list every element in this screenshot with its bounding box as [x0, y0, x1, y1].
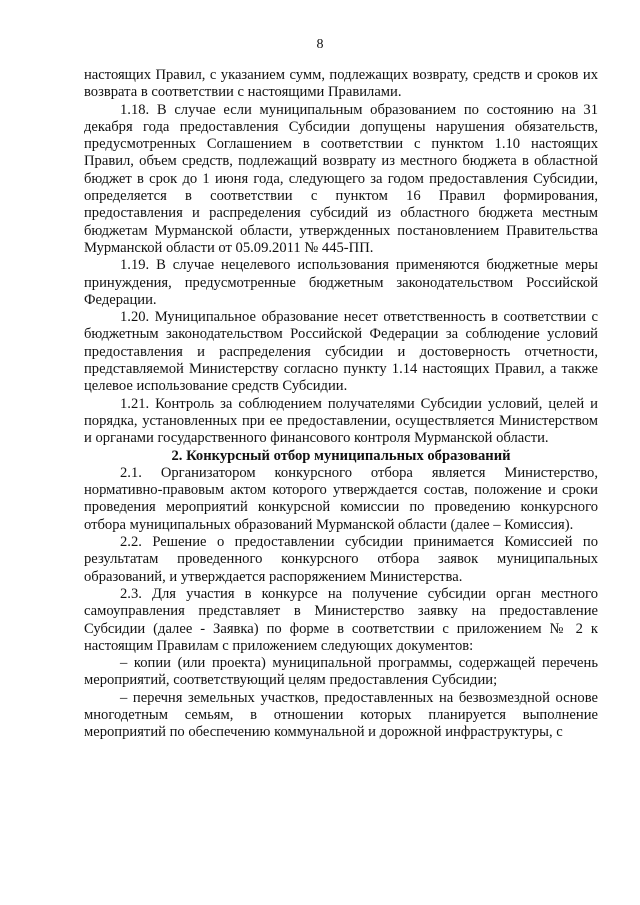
paragraph-2-1: 2.1. Организатором конкурсного отбора является Министерство, нормативно-правовым актом которого утверждается состав, положение и сроки проведения мероприятий конкурсной комиссии по проведению конкурсного отбора муниципальных образований Мурманской области (далее – Комиссия). — [84, 464, 598, 533]
paragraph-1-21: 1.21. Контроль за соблюдением получателями Субсидии условий, целей и порядка, установленных при ее предоставлении, осуществляется Министерством и органами государственного финансового контроля Мурманской области. — [84, 395, 598, 447]
paragraph-1-18: 1.18. В случае если муниципальным образованием по состоянию на 31 декабря года предоставления Субсидии допущены нарушения обязательств, предусмотренных Соглашением в соответствии с пунктом 1.10 настоящих Правил, объем средств, подлежащий возврату из местного бюджета в областной бюджет в срок до 1 июня года, следующего за годом предоставления Субсидии, определяется в соответствии с пунктом 16 Правил формирования, предоставления и распределения субсидий из областного бюджета местным бюджетам Мурманской области, утвержденных постановлением Правительства Мурманской области от 05.09.2011 № 445-ПП. — [84, 101, 598, 256]
paragraph-1-19: 1.19. В случае нецелевого использования применяются бюджетные меры принуждения, предусмотренные бюджетным законодательством Российской Федерации. — [84, 257, 598, 308]
document-body — [84, 67, 598, 742]
paragraph-2-2: 2.2. Решение о предоставлении субсидии принимается Комиссией по результатам проведенного конкурсного отбора заявок муниципальных образований, и утверждается распоряжением Министерства. — [84, 534, 598, 585]
paragraph-continuation: настоящих Правил, с указанием сумм, подлежащих возврату, средств и сроков их возврата в соответствии с настоящими Правилами. — [84, 67, 598, 101]
list-item-land-plots: – перечня земельных участков, предоставленных на безвозмездной основе многодетным семьям, в отношении которых планируется выполнение мероприятий по обеспечению коммунальной и дорожной инфраструктуры, с — [84, 689, 598, 741]
paragraph-2-3: 2.3. Для участия в конкурсе на получение субсидии орган местного самоуправления представляет в Министерство заявку на предоставление Субсидии (далее - Заявка) по форме в соответствии с приложением № 2 к настоящим Правилам с приложением следующих документов: — [84, 585, 598, 654]
section-heading: 2. Конкурсный отбор муниципальных образований — [171, 447, 511, 464]
list-item-program: – копии (или проекта) муниципальной программы, содержащей перечень мероприятий, соответствующий целям предоставления Субсидии; — [84, 655, 598, 689]
page-number: 8 — [316, 37, 324, 52]
paragraph-1-20: 1.20. Муниципальное образование несет ответственность в соответствии с бюджетным законодательством Российской Федерации за соблюдение условий предоставления и распределения субсидии и достоверность отчетности, представляемой Министерству согласно пункту 1.14 настоящих Правил, а также целевое использование средств Субсидии. — [84, 309, 598, 395]
